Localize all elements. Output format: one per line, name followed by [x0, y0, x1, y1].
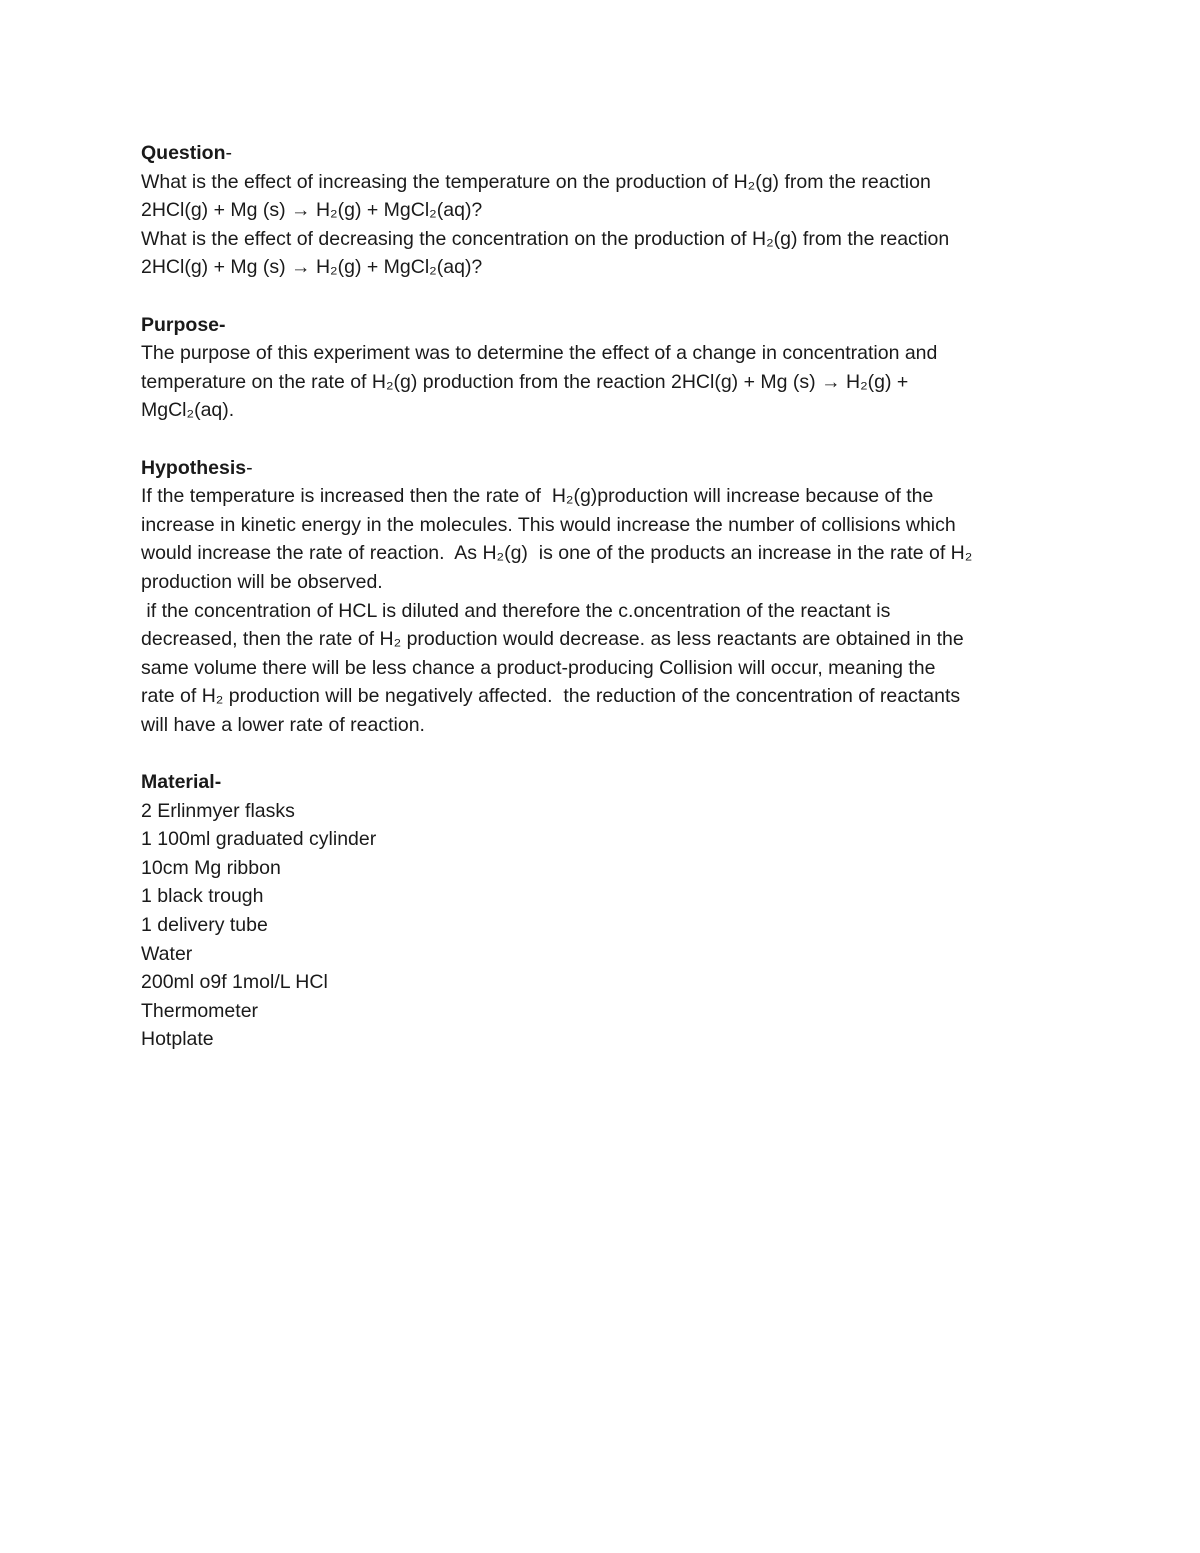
- material-list-item: Thermometer: [141, 999, 259, 1022]
- hypothesis-section: [141, 454, 1081, 740]
- material-list-item: 1 100ml graduated cylinder: [141, 828, 377, 851]
- material-heading-dash: -: [214, 771, 222, 794]
- hypothesis-line: increase in kinetic energy in the molecules. This would increase the number of collisions which: [141, 513, 956, 536]
- material-list-item: Water: [141, 942, 193, 965]
- purpose-section: [141, 311, 1081, 425]
- question-line: 2HCl(g) + Mg (s) → H₂(g) + MgCl₂(aq)?: [141, 199, 483, 222]
- hypothesis-line: would increase the rate of reaction. As H₂(g) is one of the products an increase in the rate of H₂: [141, 542, 973, 565]
- hypothesis-line: same volume there will be less chance a product-producing Collision will occur, meaning the: [141, 656, 936, 679]
- hypothesis-line: decreased, then the rate of H₂ production would decrease. as less reactants are obtained in the: [141, 628, 964, 651]
- question-line: 2HCl(g) + Mg (s) → H₂(g) + MgCl₂(aq)?: [141, 256, 483, 279]
- material-list-item: 10cm Mg ribbon: [141, 856, 281, 879]
- purpose-heading: Purpose: [141, 313, 220, 336]
- hypothesis-line: rate of H₂ production will be negatively affected. the reduction of the concentration of reactants: [141, 685, 961, 708]
- purpose-line: The purpose of this experiment was to determine the effect of a change in concentration and: [141, 342, 938, 365]
- question-heading: Question: [141, 142, 226, 164]
- hypothesis-line: if the concentration of HCL is diluted and therefore the c.oncentration of the reactant is: [141, 599, 891, 622]
- material-section: [141, 768, 1081, 1054]
- hypothesis-heading-line: [141, 454, 1081, 483]
- material-heading: Material: [141, 771, 215, 794]
- question-line: What is the effect of decreasing the concentration on the production of H₂(g) from the reaction: [141, 227, 950, 250]
- question-line: What is the effect of increasing the temperature on the production of H₂(g) from the reaction: [141, 170, 931, 193]
- hypothesis-heading: Hypothesis: [141, 456, 247, 479]
- question-heading-line: [141, 139, 1081, 168]
- material-list-item: 1 black trough: [141, 885, 264, 908]
- hypothesis-heading-dash: -: [246, 456, 253, 479]
- purpose-line: MgCl₂(aq).: [141, 399, 235, 422]
- hypothesis-line: production will be observed.: [141, 570, 383, 593]
- material-list-item: Hotplate: [141, 1028, 214, 1051]
- hypothesis-line: If the temperature is increased then the rate of H₂(g)production will increase because of the: [141, 485, 934, 508]
- question-section: [141, 139, 1081, 282]
- purpose-line: temperature on the rate of H₂(g) production from the reaction 2HCl(g) + Mg (s) → H₂(g) +: [141, 370, 909, 393]
- material-list-item: 1 delivery tube: [141, 914, 268, 937]
- material-list-item: 2 Erlinmyer flasks: [141, 799, 295, 822]
- question-heading-dash: -: [225, 142, 233, 164]
- material-heading-line: [141, 768, 1081, 797]
- document-page: [141, 139, 1081, 1083]
- hypothesis-line: will have a lower rate of reaction.: [141, 713, 425, 736]
- purpose-heading-dash: -: [219, 313, 226, 336]
- material-list-item: 200ml o9f 1mol/L HCl: [141, 971, 328, 994]
- purpose-heading-line: [141, 311, 1081, 340]
